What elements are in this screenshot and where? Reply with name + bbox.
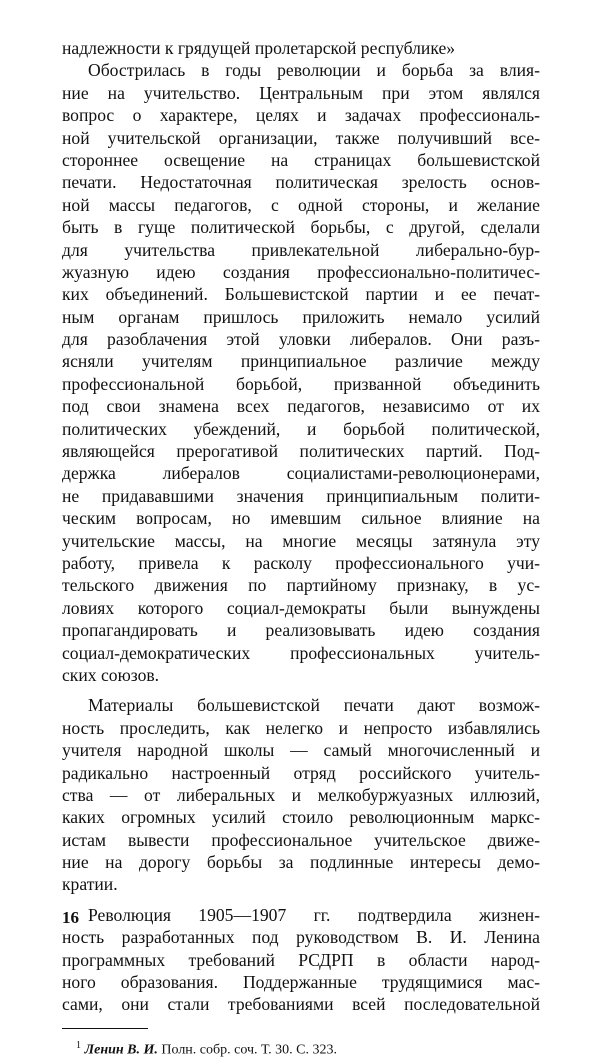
text-line: политических убеждений, и борьбой политической,	[62, 418, 540, 439]
text-line: ние на учительство. Центральным при этом являлся	[62, 82, 540, 103]
text-line: для разоблачения этой уловки либералов. Они разъ-	[62, 329, 540, 350]
text-line: ловиях которого социал-демократы были вынуждены	[62, 597, 540, 618]
text-line: Революция 1905—1907 гг. подтвердила жизнен-	[88, 904, 540, 925]
text-line: ной массы педагогов, с одной стороны, и желание	[62, 194, 540, 215]
text-line: учителя народной школы — самый многочисленный и	[62, 740, 540, 761]
text-line: каких огромных усилий стоило революционным маркс-	[62, 807, 540, 828]
text-line: профессиональной борьбой, призванной объединить	[62, 373, 540, 394]
page-body	[62, 37, 540, 1059]
text-line: Обострилась в годы революции и борьба за влия-	[88, 60, 540, 81]
text-line: для учительства привлекательной либерально-бур-	[62, 239, 540, 260]
footnote-text: Полн. собр. соч. Т. 30. С. 323.	[161, 1042, 338, 1058]
text-line: являющейся прерогативой политических партий. Под-	[62, 441, 540, 462]
text-line: жуазную идею создания профессионально-политичес-	[62, 261, 540, 282]
text-line: не придававшими значения принципиальным полити-	[62, 485, 540, 506]
text-line: ным органам пришлось приложить немало усилий	[62, 306, 540, 327]
footnote-divider	[62, 1028, 148, 1029]
text-line: ной учительской организации, также получивший все-	[62, 127, 540, 148]
text-line: программных требований РСДРП в области народ-	[62, 949, 540, 970]
text-line: ясняли учителям принципиальное различие между	[62, 351, 540, 372]
text-line: под свои знамена всех педагогов, независимо от их	[62, 396, 540, 417]
text-line: социал-демократических профессиональных учитель-	[62, 642, 540, 663]
text-line: ность проследить, как нелегко и непросто избавлялись	[62, 717, 540, 738]
text-line: Материалы большевистской печати дают возмож-	[88, 695, 540, 716]
text-line: быть в гуще политической борьбы, с другой, сделали	[62, 217, 540, 238]
text-line: ких объединений. Большевистской партии и ее печат-	[62, 284, 540, 305]
paragraph-struggle-for-teachers	[62, 59, 540, 686]
paragraph-bolshevik-press	[62, 694, 540, 896]
footnote-author: Ленин В. И.	[84, 1042, 158, 1058]
text-line: истам вывести профессиональное учительское движе-	[62, 829, 540, 850]
text-line: ного образования. Поддержанные трудящимися мас-	[62, 972, 540, 993]
page-number: 16	[62, 908, 79, 927]
text-line: сами, они стали требованиями всей последовательной	[62, 994, 540, 1015]
text-line: пропагандировать и реализовывать идею создания	[62, 620, 540, 641]
text-line: ческим вопросам, но имевшим сильное влияние на	[62, 508, 540, 529]
text-line: ства — от либеральных и мелкобуржуазных иллюзий,	[62, 784, 540, 805]
text-line: стороннее освещение на страницах большевистской	[62, 149, 540, 170]
text-line: ских союзов.	[62, 664, 160, 685]
text-line: надлежности к грядущей пролетарской республике»	[62, 38, 456, 58]
text-line: кратии.	[62, 874, 118, 895]
text-line: учительские массы, на многие месяцы затянула эту	[62, 530, 540, 551]
text-line: радикально настроенный отряд российского учитель-	[62, 762, 540, 783]
text-line: вопрос о характере, целях и задачах профессиональ-	[62, 105, 540, 126]
footnote-marker: 1	[76, 1039, 81, 1051]
paragraph-gap	[62, 896, 540, 904]
text-line: тельского движения по партийному признаку, в ус-	[62, 575, 540, 596]
footnote	[62, 1037, 540, 1059]
text-line: ность разработанных под руководством В. И. Ленина	[62, 927, 540, 948]
text-line: печати. Недостаточная политическая зрелость основ-	[62, 172, 540, 193]
paragraph-gap	[62, 686, 540, 694]
text-line: работу, привела к расколу профессионального учи-	[62, 552, 540, 573]
paragraph-continuation	[62, 37, 540, 59]
text-line: держка либералов социалистами-революционерами,	[62, 463, 540, 484]
paragraph-revolution-1905	[62, 904, 540, 1016]
text-line: ние на дорогу борьбы за подлинные интересы демо-	[62, 852, 540, 873]
